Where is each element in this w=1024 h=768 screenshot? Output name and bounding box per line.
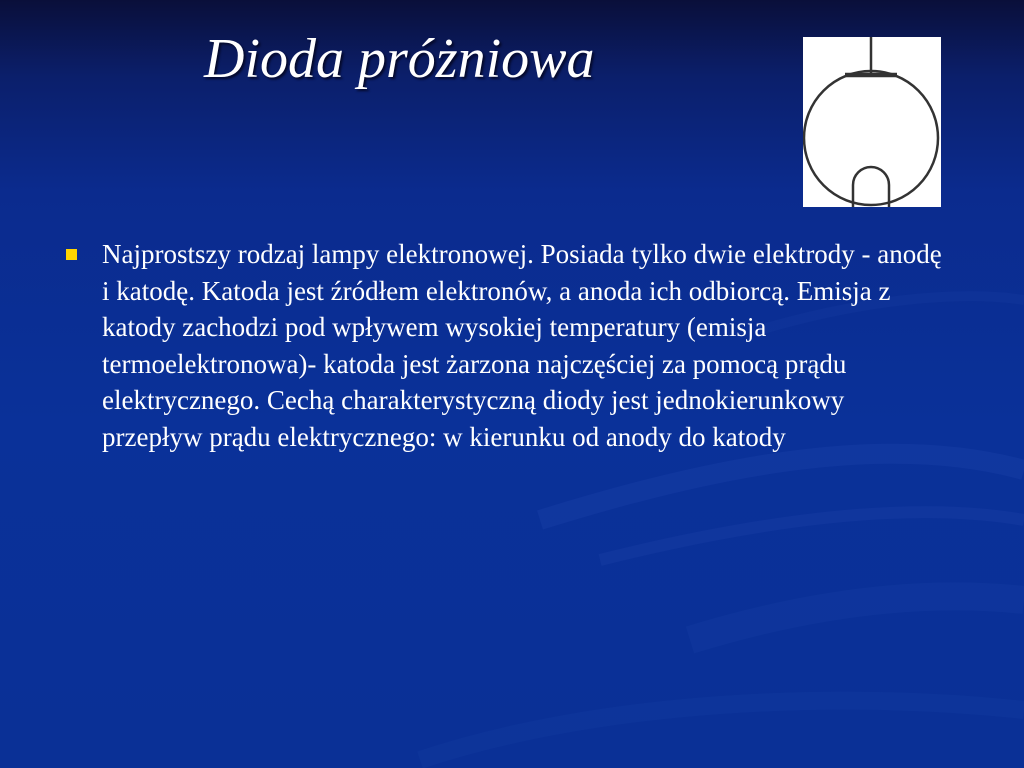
vacuum-diode-symbol-icon — [803, 37, 941, 207]
bullet-text: Najprostszy rodzaj lampy elektronowej. Posiada tylko dwie elektrody - anodę i katodę. Katoda jest źródłem elektronów, a anoda ich odbiorcą. Emisja z katody zachodzi pod wpływem wysokiej temperatury (emisja termoelektronowa)- katoda jest żarzona najczęściej za pomocą prądu elektrycznego. Cechą charakterystyczną diody jest jednokierunkowy przepływ prądu elektrycznego: w kierunku od anody do katody — [102, 239, 942, 452]
bullet-item — [62, 236, 942, 455]
slide-title: Dioda próżniowa — [204, 28, 595, 90]
bullet-list — [62, 236, 942, 455]
square-bullet-icon — [66, 249, 77, 260]
